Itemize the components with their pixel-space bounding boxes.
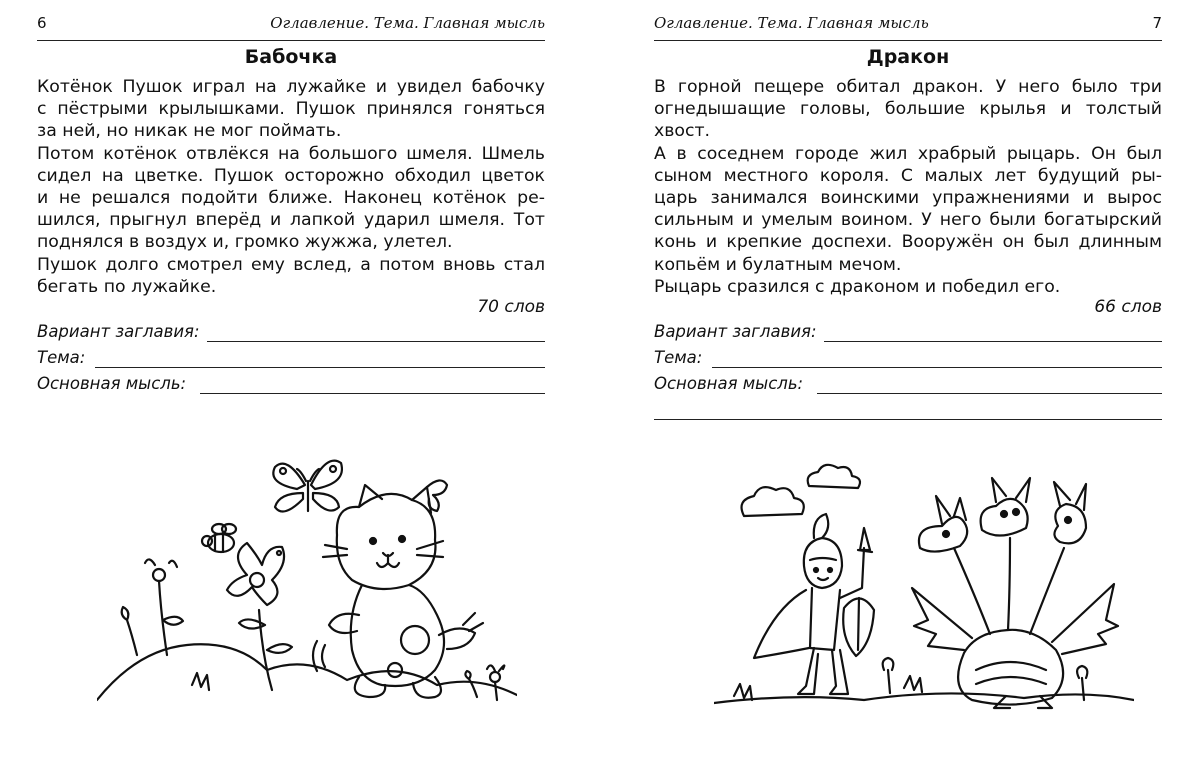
story-line: шился, прыгнул вперёд и лапкой ударил шмеля. Тот — [37, 210, 545, 231]
story-line: Рыцарь сразился с драконом и победил его. — [654, 276, 1061, 297]
story-line: огнедышащие головы, большие крылья и толстый — [654, 99, 1162, 120]
grass-icon — [192, 673, 209, 690]
theme-row — [37, 348, 545, 370]
story-title: Дракон — [866, 46, 950, 68]
word-count: 66 слов — [1094, 297, 1162, 317]
page-number: 7 — [1152, 14, 1162, 32]
knight-dragon-illustration — [714, 438, 1134, 728]
theme-label: Тема: — [654, 348, 703, 367]
main-idea-answer-line[interactable] — [817, 393, 1162, 394]
title-variant-label: Вариант заглавия: — [654, 322, 817, 341]
kitten-icon — [313, 480, 483, 697]
theme-label: Тема: — [37, 348, 86, 367]
knight-icon — [754, 514, 874, 694]
title-variant-row — [654, 322, 1162, 344]
kitten-butterfly-illustration — [97, 445, 517, 715]
story-line: Котёнок Пушок играл на лужайке и увидел бабочку — [37, 77, 545, 97]
title-variant-answer-line[interactable] — [824, 341, 1162, 342]
flower-icon — [122, 559, 183, 655]
flower-icon — [227, 543, 292, 690]
title-variant-answer-line[interactable] — [207, 341, 545, 342]
main-idea-label: Основная мысль: — [37, 374, 187, 393]
main-idea-answer-line[interactable] — [200, 393, 545, 394]
story-line: поднялся в воздух и, громко жужжа, улетел. — [37, 232, 453, 253]
story-line: сидел на цветке. Пушок осторожно обходил цветок — [37, 165, 545, 186]
story-text — [654, 76, 1162, 298]
left-page — [37, 0, 545, 778]
theme-answer-line[interactable] — [95, 367, 545, 368]
story-line: Потом котёнок отвлёкся на большого шмеля. Шмель — [37, 143, 545, 164]
main-idea-row — [654, 374, 1162, 396]
story-line: копьём и булатным мечом. — [654, 254, 902, 275]
butterfly-icon — [273, 461, 342, 512]
story-line: царь занимался воинскими упражнениями и вырос — [654, 188, 1162, 209]
extra-answer-line[interactable] — [654, 419, 1162, 420]
story-line: сыном местного короля. С малых лет будущий ры- — [654, 165, 1162, 186]
theme-row — [654, 348, 1162, 370]
bee-icon — [202, 524, 236, 552]
story-line: В горной пещере обитал дракон. У него было три — [654, 77, 1162, 97]
theme-answer-line[interactable] — [712, 367, 1162, 368]
right-page — [654, 0, 1162, 778]
section-title: Оглавление. Тема. Главная мысль — [654, 14, 929, 32]
story-title: Бабочка — [244, 46, 338, 68]
page-number: 6 — [37, 14, 47, 32]
cloud-icon — [808, 465, 860, 488]
main-idea-row — [37, 374, 545, 396]
main-idea-label: Основная мысль: — [654, 374, 804, 393]
story-line: и не решался подойти ближе. Наконец котёнок ре- — [37, 188, 545, 209]
story-text — [37, 76, 545, 298]
section-title: Оглавление. Тема. Главная мысль — [270, 14, 545, 32]
story-line: конь и крепкие доспехи. Вооружён он был длинным — [654, 232, 1162, 253]
grass-icon — [904, 676, 922, 692]
story-line: хвост. — [654, 121, 711, 142]
story-line: бегать по лужайке. — [37, 276, 217, 297]
title-variant-label: Вариант заглавия: — [37, 322, 200, 341]
story-line: за ней, но никак не мог поймать. — [37, 121, 342, 142]
cloud-icon — [742, 487, 804, 516]
flower-icon — [883, 658, 894, 693]
running-head — [654, 12, 1162, 41]
story-line: с пёстрыми крылышками. Пушок принялся гоняться — [37, 99, 545, 120]
word-count: 70 слов — [477, 297, 545, 317]
grass-icon — [734, 684, 752, 700]
story-line: сильным и умелым воином. У него были богатырский — [654, 210, 1162, 231]
story-line: Пушок долго смотрел ему вслед, а потом вновь стал — [37, 254, 545, 275]
story-line: А в соседнем городе жил храбрый рыцарь. Он был — [654, 143, 1162, 164]
running-head — [37, 12, 545, 41]
title-variant-row — [37, 322, 545, 344]
